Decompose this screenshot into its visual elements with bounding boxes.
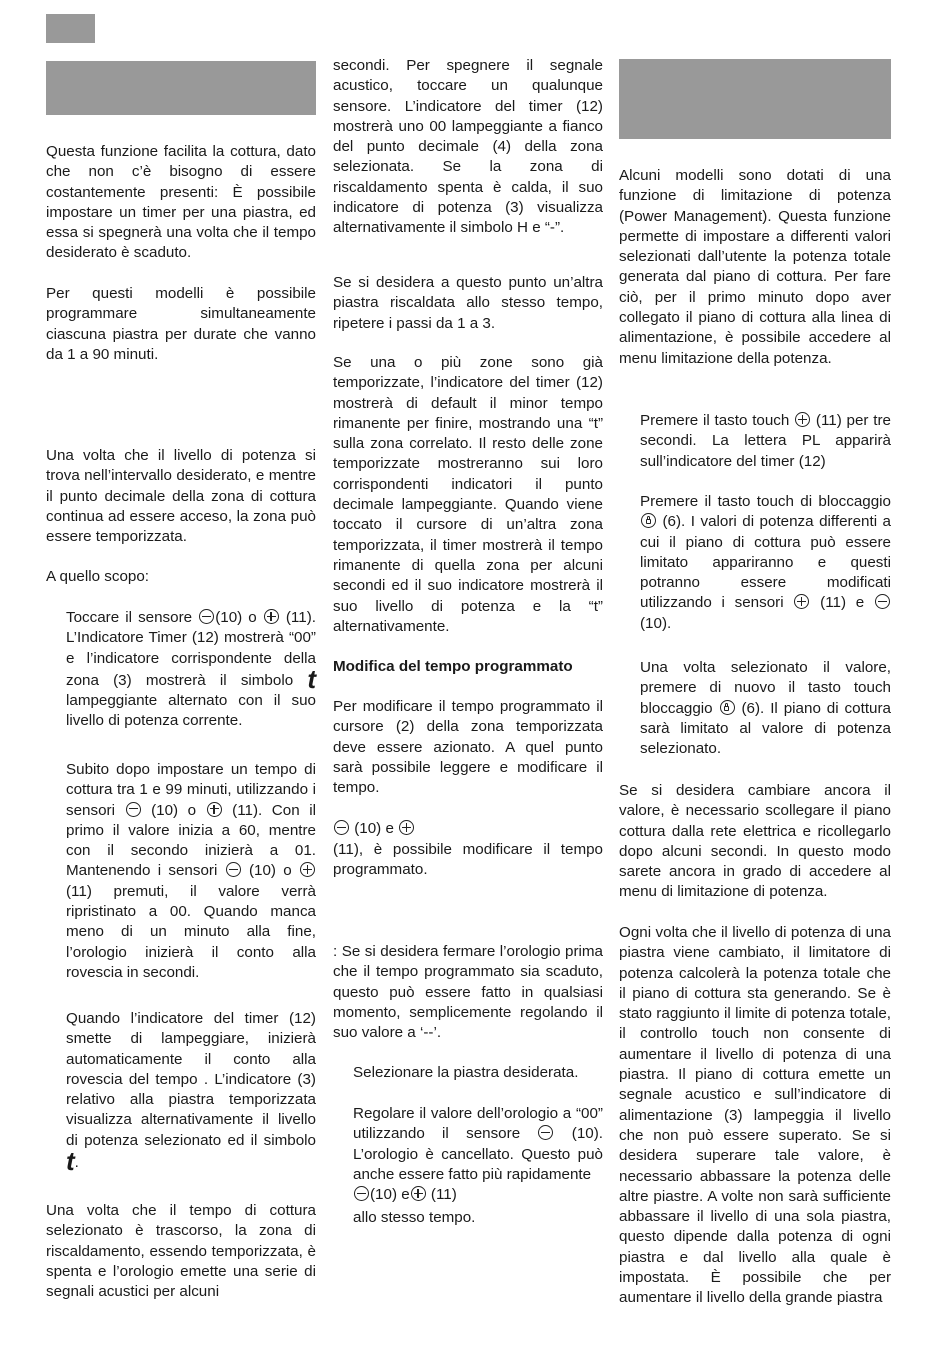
paragraph-timer-intro: Questa funzione facilita la cottura, dato che non c’è bisogno di essere costantemente presenti: È possibile impostare un timer per una piastra, ed essa si spegnerà una volta che il tempo desiderato è scaduto. xyxy=(46,143,316,262)
minus-sensor-icon xyxy=(126,802,141,817)
step-touch-sensor: Toccare il sensore (10) o (11). L’Indicatore Timer (12) mostrerà “00” e l’indicatore corrispondente della zona (3) mostrerà il simbolo t lampeggiante alternato con il suo livello di potenza corrente. xyxy=(66,609,316,730)
minus-sensor-icon xyxy=(226,862,241,877)
section-header-bar-power-management xyxy=(619,59,891,139)
step-press-lock: Premere il tasto touch di bloccaggio (6). I valori di potenza differenti a cui il piano di cottura può essere limitato appariranno e questi potranno essere modificati utilizzando i sensori (11) e (10). xyxy=(640,493,891,632)
minus-sensor-icon xyxy=(199,609,214,624)
step-select-plate: Selezionare la piastra desiderata. xyxy=(353,1064,579,1081)
timer-t-symbol-icon: t xyxy=(66,1146,75,1177)
plus-sensor-icon xyxy=(411,1186,426,1201)
paragraph-time-elapsed: Una volta che il tempo di cottura selezionato è trascorso, la zona di riscaldamento, essendo temporizzata, è spenta e l’orologio emette una serie di segnali acustici per alcuni xyxy=(46,1202,316,1301)
paragraph-power-management-intro: Alcuni modelli sono dotati di una funzione di limitazione di potenza (Power Management). Questa funzione permette di impostare a differenti valori selezionati dall’utente la potenza totale generata dal piano di cottura. Per fare ciò, per il primo minuto dopo aver collegato il piano di cottura alla linea di alimentazione, è possibile accedere al menu limitazione della potenza. xyxy=(619,167,891,367)
step-confirm-lock: Una volta selezionato il valore, premere di nuovo il tasto touch bloccaggio (6). Il piano di cottura sarà limitato al valore di potenza selezionato. xyxy=(640,659,891,758)
paragraph-change-value: Se si desidera cambiare ancora il valore, è necessario scollegare il piano cottura dalla rete elettrica e ricollegarlo dopo alcuni secondi. In questo modo sarete ancora in grado di accedere al menu di limitazione di potenza. xyxy=(619,782,891,901)
paragraph-multiple-zones: Se una o più zone sono già temporizzate, l’indicatore del timer (12) mostrerà di default il minor tempo rimanente per finire, mostrando una “t” sulla zona correlato. Il resto delle zone temporizzate mostreranno sui loro corrispondenti indicatori il punto decimale lampeggiante. Quando viene toccato il cursore di un’altra zona temporizzata, il timer mostrerà il tempo rimanente di quella zona per alcuni secondi ed il suo indicatore mostrerà il suo livello di potenza e la “t” alternativamente. xyxy=(333,354,603,635)
plus-sensor-icon xyxy=(794,594,809,609)
step-reset-clock-end: allo stesso tempo. xyxy=(353,1209,476,1226)
page-number-tab xyxy=(46,14,95,43)
minus-sensor-icon xyxy=(538,1125,553,1140)
paragraph-modify-sensors: (10) e xyxy=(333,819,603,839)
step-countdown: Quando l’indicatore del timer (12) smette di lampeggiare, inizierà automaticamente il conto alla rovescia del tempo . L’indicatore (3) relativo alla piastra temporizzata visualizza alternativamente il livello di potenza selezionato ed il simbolo t. xyxy=(66,1010,316,1177)
paragraph-another-plate: Se si desidera a questo punto un’altra piastra riscaldata allo stesso tempo, ripetere i passi da 1 a 3. xyxy=(333,274,603,332)
paragraph-acoustic-signal: secondi. Per spegnere il segnale acustico, toccare un qualunque sensore. L’indicatore del timer (12) mostrerà uno 00 lampeggiante a fianco del punto decimale (4) della zona selezionata. Se la zona di riscaldamento spenta è calda, il suo indicatore di potenza (3) visualizza alternativamente il simbolo H e “-”. xyxy=(333,57,603,237)
paragraph-power-limiter: Ogni volta che il livello di potenza di una piastra viene cambiato, il limitatore di potenza calcolerà la potenza totale che il piano di cottura sta generando. Se è stato raggiunto il limite di potenza totale, il controllo touch non consente di aumentare il livello di potenza di una piastra. Il piano di cottura emette un segnale acustico e sull’indicatore di alimentazione (3) lampeggia il livello che non può essere superato. Se si desidera superare tale valore, è necessario abbassare la potenza delle altre piastre. A volte non sarà sufficiente abbassare il livello di una sola piastra, questo dipende dalla potenza di ogni piastra e dal livello alla quale è impostata. È possibile che per aumentare il livello della grande piastra xyxy=(619,924,891,1307)
heading-modify-time: Modifica del tempo programmato xyxy=(333,658,573,675)
paragraph-modify-time: Per modificare il tempo programmato il cursore (2) della zona temporizzata deve essere azionato. A quel punto sarà possibile leggere e modificare il tempo. xyxy=(333,698,603,797)
plus-sensor-icon xyxy=(399,820,414,835)
minus-sensor-icon xyxy=(354,1186,369,1201)
plus-sensor-icon xyxy=(795,412,810,427)
paragraph-modify-sensors-cont: (11), è possibile modificare il tempo programmato. xyxy=(333,841,603,879)
paragraph-stop-clock: : Se si desidera fermare l’orologio prima che il tempo programmato sia scaduto, questo può essere fatto in qualsiasi momento, semplicemente regolando il suo valore a ‘--’. xyxy=(333,943,603,1042)
timer-t-symbol-icon: t xyxy=(307,663,316,694)
plus-sensor-icon xyxy=(300,862,315,877)
step-reset-clock-sensors: (10) e (11) xyxy=(353,1185,603,1205)
plus-sensor-icon xyxy=(207,802,222,817)
paragraph-timer-models: Per questi modelli è possibile programmare simultaneamente ciascuna piastra per durate che vanno da 1 a 90 minuti. xyxy=(46,285,316,363)
paragraph-power-level: Una volta che il livello di potenza si trova nell’intervallo desiderato, e mentre il punto decimale della zona di cottura continua ad essere acceso, la zona può essere temporizzata. xyxy=(46,447,316,546)
section-header-bar-timer xyxy=(46,61,316,115)
step-set-time: Subito dopo impostare un tempo di cottura tra 1 e 99 minuti, utilizzando i sensori (10) o (11). Con il primo il valore inizia a 60, mentre con il secondo inizierà a 01. Mantenendo i sensori (10) o (11) premuti, il valore verrà ripristinato a 00. Quando manca meno di un minuto alla fine, l’orologio inizierà il conto alla rovescia in secondi. xyxy=(66,761,316,981)
step-reset-clock: Regolare il valore dell’orologio a “00” utilizzando il sensore (10). L’orologio è cancellato. Questo può anche essere fatto più rapidamente xyxy=(353,1105,603,1183)
minus-sensor-icon xyxy=(334,820,349,835)
paragraph-purpose: A quello scopo: xyxy=(46,568,150,585)
lock-key-icon xyxy=(720,700,735,715)
minus-sensor-icon xyxy=(875,594,890,609)
plus-sensor-icon xyxy=(264,609,279,624)
step-press-plus: Premere il tasto touch (11) per tre secondi. La lettera PL apparirà sull’indicatore del timer (12) xyxy=(640,412,891,470)
lock-key-icon xyxy=(641,513,656,528)
